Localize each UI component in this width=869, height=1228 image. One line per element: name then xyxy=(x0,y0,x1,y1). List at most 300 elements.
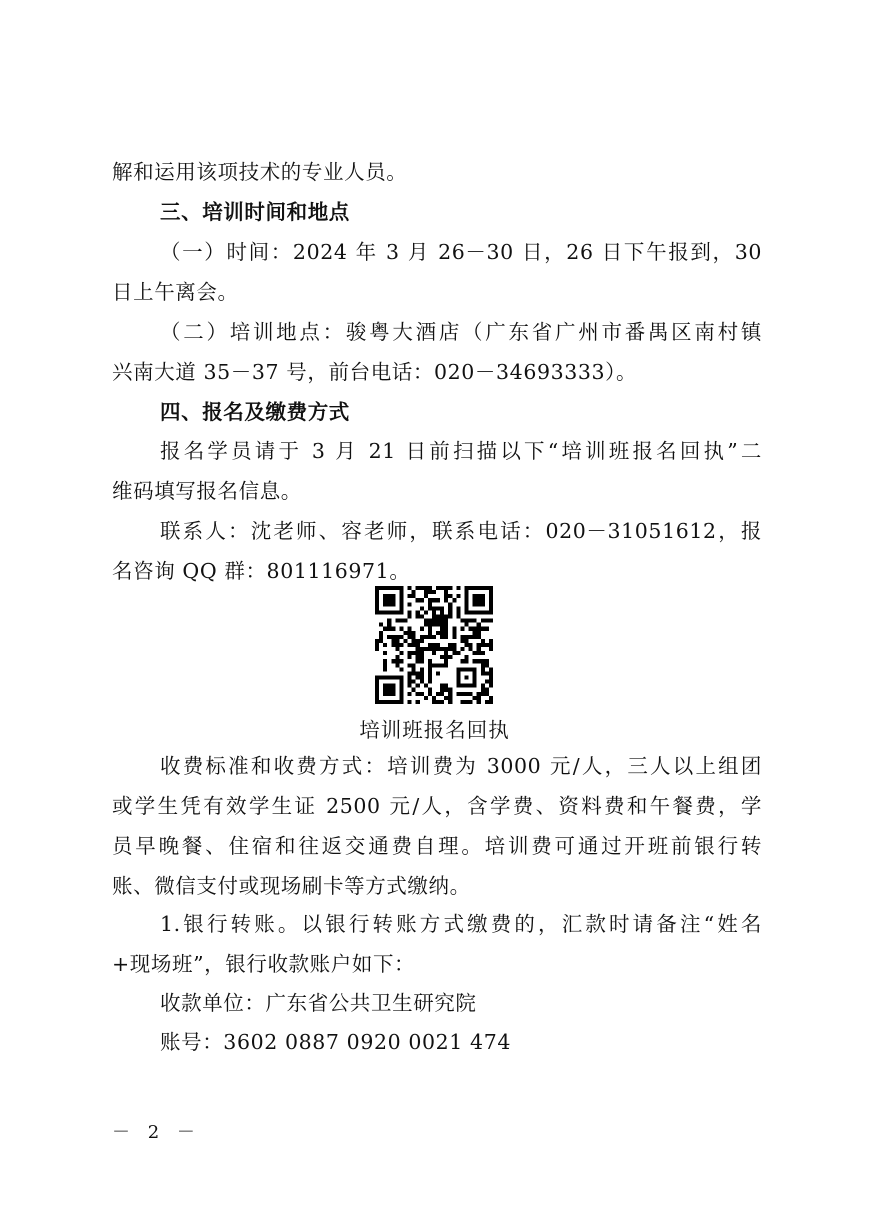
qr-module xyxy=(473,627,477,631)
qr-module xyxy=(432,623,436,627)
qr-module xyxy=(448,688,452,692)
qr-module xyxy=(452,598,456,602)
qr-module xyxy=(379,639,383,643)
qr-module xyxy=(379,635,383,639)
qr-module xyxy=(428,671,432,675)
qr-module xyxy=(432,643,436,647)
qr-module xyxy=(428,659,432,663)
qr-module xyxy=(485,692,489,696)
qr-module xyxy=(428,667,432,671)
qr-module xyxy=(456,692,460,696)
paragraph-line: 1.银行转账。以银行转账方式缴费的，汇款时请备注“姓名 xyxy=(160,912,762,936)
qr-module xyxy=(448,696,452,700)
qr-module xyxy=(436,643,440,647)
qr-module xyxy=(395,655,399,659)
qr-module xyxy=(420,651,424,655)
qr-module xyxy=(448,606,452,610)
qr-module xyxy=(440,635,444,639)
qr-module xyxy=(485,619,489,623)
qr-module xyxy=(456,610,460,614)
qr-module xyxy=(395,639,399,643)
paragraph-line: 日上午离会。 xyxy=(112,280,239,304)
qr-module xyxy=(489,667,493,671)
qr-module xyxy=(412,680,416,684)
qr-module xyxy=(481,671,485,675)
section-heading-3: 三、培训时间和地点 xyxy=(160,200,350,224)
qr-module xyxy=(395,659,399,663)
qr-module xyxy=(481,688,485,692)
qr-module xyxy=(489,680,493,684)
qr-module xyxy=(408,671,412,675)
qr-module xyxy=(428,635,432,639)
qr-module xyxy=(416,684,420,688)
qr-module xyxy=(416,639,420,643)
qr-module xyxy=(436,619,440,623)
registration-qr-code[interactable] xyxy=(375,586,493,704)
qr-module xyxy=(436,671,440,675)
qr-module xyxy=(485,627,489,631)
qr-module xyxy=(477,623,481,627)
qr-module xyxy=(383,667,387,671)
qr-module xyxy=(416,659,420,663)
qr-module xyxy=(428,680,432,684)
qr-module xyxy=(428,598,432,602)
qr-module xyxy=(473,696,477,700)
qr-module xyxy=(440,623,444,627)
qr-module xyxy=(428,647,432,651)
qr-module xyxy=(408,627,412,631)
qr-module xyxy=(440,684,444,688)
qr-module xyxy=(387,635,391,639)
qr-module xyxy=(391,643,395,647)
qr-module xyxy=(481,619,485,623)
qr-module xyxy=(481,667,485,671)
qr-module xyxy=(412,631,416,635)
qr-module xyxy=(428,631,432,635)
qr-module xyxy=(391,627,395,631)
qr-module xyxy=(408,680,412,684)
qr-module xyxy=(408,676,412,680)
qr-module xyxy=(428,590,432,594)
qr-module xyxy=(412,688,416,692)
qr-module xyxy=(412,594,416,598)
qr-module xyxy=(428,663,432,667)
qr-module xyxy=(489,639,493,643)
paragraph-line: 员早晚餐、住宿和往返交通费自理。培训费可通过开班前银行转 xyxy=(112,834,762,858)
qr-module xyxy=(391,639,395,643)
qr-module xyxy=(440,700,444,704)
qr-module xyxy=(424,684,428,688)
qr-module xyxy=(412,663,416,667)
qr-module xyxy=(456,586,460,590)
qr-module xyxy=(408,700,412,704)
qr-module xyxy=(424,594,428,598)
qr-module xyxy=(460,700,464,704)
qr-module xyxy=(473,619,477,623)
qr-module xyxy=(416,671,420,675)
qr-module xyxy=(481,651,485,655)
qr-module xyxy=(408,586,412,590)
qr-module xyxy=(444,696,448,700)
qr-module xyxy=(420,680,424,684)
qr-module xyxy=(469,619,473,623)
qr-module xyxy=(432,635,436,639)
qr-module xyxy=(456,594,460,598)
paragraph-line: 或学生凭有效学生证 2500 元/人，含学费、资料费和午餐费，学 xyxy=(112,794,762,818)
qr-module xyxy=(477,696,481,700)
qr-module xyxy=(416,676,420,680)
qr-module xyxy=(460,639,464,643)
qr-module xyxy=(375,647,379,651)
qr-module xyxy=(391,659,395,663)
qr-module xyxy=(444,655,448,659)
qr-module xyxy=(440,619,444,623)
qr-module xyxy=(489,619,493,623)
qr-module xyxy=(387,619,391,623)
paragraph-line: 维码填写报名信息。 xyxy=(112,479,302,503)
paragraph-line: 收费标准和收费方式：培训费为 3000 元/人，三人以上组团 xyxy=(160,754,762,778)
qr-module xyxy=(420,606,424,610)
qr-module xyxy=(465,692,469,696)
qr-module xyxy=(428,692,432,696)
qr-module xyxy=(481,663,485,667)
qr-module xyxy=(477,647,481,651)
qr-module xyxy=(440,663,444,667)
qr-module xyxy=(448,614,452,618)
qr-module xyxy=(408,602,412,606)
qr-module xyxy=(424,635,428,639)
qr-module xyxy=(412,643,416,647)
qr-module xyxy=(408,643,412,647)
qr-module xyxy=(440,606,444,610)
qr-module xyxy=(460,647,464,651)
qr-module xyxy=(448,647,452,651)
qr-module xyxy=(412,639,416,643)
qr-module xyxy=(448,655,452,659)
qr-module xyxy=(379,631,383,635)
qr-module xyxy=(444,635,448,639)
qr-module xyxy=(440,692,444,696)
qr-module xyxy=(436,623,440,627)
qr-module xyxy=(489,696,493,700)
qr-module xyxy=(448,643,452,647)
qr-module xyxy=(469,692,473,696)
qr-module xyxy=(408,692,412,696)
paragraph-line: 账号：3602 0887 0920 0021 474 xyxy=(160,1030,511,1054)
qr-module xyxy=(436,606,440,610)
qr-module xyxy=(444,663,448,667)
qr-module xyxy=(477,627,481,631)
qr-module xyxy=(391,635,395,639)
qr-module xyxy=(485,680,489,684)
qr-module xyxy=(432,614,436,618)
qr-module xyxy=(465,659,469,663)
qr-module xyxy=(477,631,481,635)
qr-module xyxy=(408,610,412,614)
qr-module xyxy=(432,663,436,667)
qr-module xyxy=(477,651,481,655)
qr-module xyxy=(432,700,436,704)
qr-module xyxy=(485,700,489,704)
qr-module xyxy=(420,647,424,651)
qr-module xyxy=(444,688,448,692)
qr-module xyxy=(395,643,399,647)
qr-module xyxy=(408,594,412,598)
qr-module xyxy=(420,639,424,643)
qr-module xyxy=(428,619,432,623)
qr-module xyxy=(412,667,416,671)
qr-module xyxy=(420,614,424,618)
qr-module xyxy=(440,627,444,631)
qr-module xyxy=(452,631,456,635)
qr-module xyxy=(448,594,452,598)
qr-module xyxy=(473,635,477,639)
qr-module xyxy=(403,631,407,635)
qr-module xyxy=(399,627,403,631)
qr-module xyxy=(465,619,469,623)
qr-module xyxy=(412,651,416,655)
qr-module xyxy=(452,651,456,655)
qr-module xyxy=(416,655,420,659)
qr-module xyxy=(444,594,448,598)
qr-module xyxy=(448,610,452,614)
qr-module xyxy=(444,651,448,655)
qr-module xyxy=(444,647,448,651)
qr-module xyxy=(440,586,444,590)
qr-module xyxy=(469,635,473,639)
qr-module xyxy=(428,643,432,647)
qr-module xyxy=(432,651,436,655)
qr-module xyxy=(477,635,481,639)
qr-module xyxy=(416,586,420,590)
qr-module xyxy=(395,647,399,651)
qr-module xyxy=(436,614,440,618)
qr-module xyxy=(399,619,403,623)
qr-module xyxy=(436,586,440,590)
paragraph-line: （二）培训地点：骏粤大酒店（广东省广州市番禺区南村镇 xyxy=(160,320,762,344)
qr-module xyxy=(383,663,387,667)
qr-module xyxy=(420,692,424,696)
qr-module xyxy=(485,671,489,675)
qr-module xyxy=(485,659,489,663)
qr-module xyxy=(399,659,403,663)
qr-module xyxy=(416,692,420,696)
qr-module xyxy=(465,639,469,643)
qr-module xyxy=(428,676,432,680)
qr-module xyxy=(432,619,436,623)
qr-module xyxy=(444,614,448,618)
qr-module xyxy=(444,586,448,590)
qr-module xyxy=(408,663,412,667)
qr-module xyxy=(489,671,493,675)
qr-module xyxy=(452,643,456,647)
qr-module xyxy=(477,643,481,647)
qr-module xyxy=(469,647,473,651)
qr-module xyxy=(399,643,403,647)
qr-module xyxy=(375,643,379,647)
qr-module xyxy=(420,598,424,602)
qr-module xyxy=(469,700,473,704)
paragraph-line: 解和运用该项技术的专业人员。 xyxy=(112,160,408,184)
qr-module xyxy=(387,627,391,631)
qr-module xyxy=(456,606,460,610)
qr-module xyxy=(460,627,464,631)
qr-module xyxy=(440,647,444,651)
paragraph-line: 收款单位：广东省公共卫生研究院 xyxy=(160,991,477,1015)
qr-module xyxy=(452,635,456,639)
qr-module xyxy=(420,635,424,639)
page-number: － 2 － xyxy=(112,1122,201,1143)
qr-module xyxy=(473,631,477,635)
qr-module xyxy=(465,655,469,659)
qr-module xyxy=(452,647,456,651)
qr-module xyxy=(395,619,399,623)
qr-module xyxy=(448,602,452,606)
qr-module xyxy=(477,700,481,704)
qr-module xyxy=(432,598,436,602)
qr-module xyxy=(424,647,428,651)
qr-module xyxy=(428,627,432,631)
qr-module xyxy=(440,610,444,614)
qr-module xyxy=(465,623,469,627)
qr-module xyxy=(432,696,436,700)
paragraph-line: 名咨询 QQ 群：801116971。 xyxy=(112,559,411,583)
qr-module xyxy=(444,631,448,635)
qr-module xyxy=(420,676,424,680)
qr-module xyxy=(424,610,428,614)
qr-module xyxy=(408,651,412,655)
qr-module xyxy=(444,590,448,594)
qr-module xyxy=(465,700,469,704)
qr-module xyxy=(395,663,399,667)
qr-module xyxy=(473,651,477,655)
qr-module xyxy=(477,692,481,696)
qr-module xyxy=(408,684,412,688)
qr-module xyxy=(416,598,420,602)
qr-module xyxy=(481,692,485,696)
qr-module xyxy=(456,614,460,618)
qr-module xyxy=(424,619,428,623)
qr-module xyxy=(428,688,432,692)
qr-module xyxy=(379,623,383,627)
qr-module xyxy=(444,623,448,627)
qr-module xyxy=(399,635,403,639)
qr-module xyxy=(448,700,452,704)
qr-module xyxy=(436,692,440,696)
qr-module xyxy=(412,590,416,594)
qr-module xyxy=(460,692,464,696)
qr-module xyxy=(481,659,485,663)
qr-module xyxy=(465,635,469,639)
qr-module xyxy=(481,643,485,647)
qr-module xyxy=(436,631,440,635)
qr-module xyxy=(408,614,412,618)
qr-module xyxy=(408,631,412,635)
paragraph-line: 报名学员请于 3 月 21 日前扫描以下“培训班报名回执”二 xyxy=(160,439,762,463)
qr-module xyxy=(489,676,493,680)
qr-module xyxy=(416,610,420,614)
qr-module xyxy=(428,586,432,590)
qr-module xyxy=(412,671,416,675)
paragraph-line: +现场班”，银行收款账户如下： xyxy=(112,952,416,976)
qr-module xyxy=(432,606,436,610)
qr-module xyxy=(383,627,387,631)
qr-module xyxy=(416,647,420,651)
qr-module xyxy=(436,647,440,651)
qr-module xyxy=(403,619,407,623)
qr-module xyxy=(436,598,440,602)
qr-module xyxy=(432,610,436,614)
qr-module xyxy=(428,606,432,610)
qr-module xyxy=(416,614,420,618)
qr-module xyxy=(469,643,473,647)
qr-module xyxy=(416,700,420,704)
qr-module xyxy=(448,692,452,696)
qr-module xyxy=(383,651,387,655)
qr-module xyxy=(444,627,448,631)
qr-module xyxy=(460,659,464,663)
qr-module xyxy=(456,651,460,655)
paragraph-line: 兴南大道 35－37 号，前台电话：020－34693333）。 xyxy=(112,360,638,384)
qr-module xyxy=(416,643,420,647)
qr-caption: 培训班报名回执 xyxy=(359,718,510,742)
qr-module xyxy=(408,635,412,639)
qr-module xyxy=(375,639,379,643)
qr-module xyxy=(428,602,432,606)
section-heading-4: 四、报名及缴费方式 xyxy=(160,400,350,424)
qr-module xyxy=(383,643,387,647)
qr-module xyxy=(440,655,444,659)
qr-module xyxy=(440,688,444,692)
qr-module xyxy=(420,655,424,659)
qr-module xyxy=(444,598,448,602)
qr-module xyxy=(399,667,403,671)
qr-module xyxy=(460,619,464,623)
qr-module xyxy=(440,614,444,618)
qr-module xyxy=(420,627,424,631)
qr-module xyxy=(477,659,481,663)
paragraph-line: 账、微信支付或现场刷卡等方式缴纳。 xyxy=(112,874,471,898)
qr-module xyxy=(432,647,436,651)
qr-module xyxy=(489,700,493,704)
qr-module xyxy=(469,627,473,631)
qr-module xyxy=(387,623,391,627)
qr-module xyxy=(444,659,448,663)
qr-module xyxy=(432,590,436,594)
qr-module xyxy=(489,647,493,651)
qr-module xyxy=(460,635,464,639)
qr-module xyxy=(424,623,428,627)
qr-module xyxy=(481,639,485,643)
qr-module xyxy=(481,684,485,688)
qr-module xyxy=(420,671,424,675)
qr-module xyxy=(465,643,469,647)
qr-module xyxy=(420,667,424,671)
qr-module xyxy=(440,631,444,635)
qr-module xyxy=(489,684,493,688)
qr-module xyxy=(408,655,412,659)
qr-module xyxy=(481,627,485,631)
qr-module xyxy=(489,643,493,647)
qr-module xyxy=(424,590,428,594)
qr-module xyxy=(485,688,489,692)
qr-module xyxy=(452,627,456,631)
qr-module xyxy=(436,663,440,667)
qr-module xyxy=(399,651,403,655)
qr-module xyxy=(428,623,432,627)
qr-module xyxy=(448,586,452,590)
qr-module xyxy=(485,663,489,667)
